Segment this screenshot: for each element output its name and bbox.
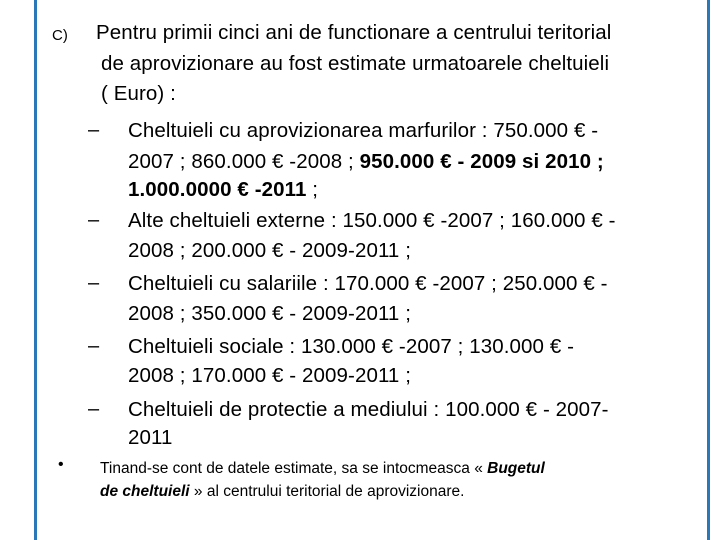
task-line-1-normal: Tinand-se cont de datele estimate, sa se intocmeasca «: [100, 460, 488, 477]
item-1-line-3-bold: 1.000.0000 € -2011: [128, 178, 307, 201]
intro-line-1: Pentru primii cinci ani de functionare a centrului teritorial: [96, 21, 612, 44]
list-dash: –: [88, 272, 100, 294]
list-dash: –: [88, 209, 100, 231]
item-1-line-2: [128, 150, 604, 174]
item-3-line-1: Cheltuieli cu salariile : 170.000 € -2007 ; 250.000 € -: [128, 272, 608, 295]
item-5-line-1: Cheltuieli de protectie a mediului : 100.000 € - 2007-: [128, 398, 609, 421]
item-2-line-1: Alte cheltuieli externe : 150.000 € -2007 ; 160.000 € -: [128, 209, 616, 232]
item-4-line-2: 2008 ; 170.000 € - 2009-2011 ;: [128, 364, 412, 387]
task-line-1-emphasis: Bugetul: [487, 460, 545, 477]
task-bullet: •: [58, 456, 64, 473]
intro-line-3: ( Euro) :: [101, 82, 176, 105]
task-line-2-normal: » al centrului teritorial de aprovizionare.: [189, 483, 465, 500]
list-dash: –: [88, 398, 100, 420]
list-dash: –: [88, 335, 100, 357]
task-line-2-emphasis: de cheltuieli: [100, 483, 190, 500]
task-line-1: [100, 458, 545, 480]
item-1-line-2-bold: 950.000 € - 2009 si 2010 ;: [359, 150, 604, 173]
item-5-line-2: 2011: [128, 426, 173, 449]
section-marker: C): [52, 27, 68, 44]
item-1-line-3-normal: ;: [306, 178, 319, 201]
item-1-line-1: Cheltuieli cu aprovizionarea marfurilor : 750.000 € -: [128, 119, 599, 142]
item-2-line-2: 2008 ; 200.000 € - 2009-2011 ;: [128, 239, 412, 262]
intro-line-2: de aprovizionare au fost estimate urmatoarele cheltuieli: [101, 52, 610, 75]
item-1-line-2-normal: 2007 ; 860.000 € -2008 ;: [128, 150, 360, 173]
item-1-line-3: [128, 178, 318, 202]
list-dash: –: [88, 119, 100, 141]
task-line-2: [100, 481, 464, 503]
item-4-line-1: Cheltuieli sociale : 130.000 € -2007 ; 130.000 € -: [128, 335, 575, 358]
item-3-line-2: 2008 ; 350.000 € - 2009-2011 ;: [128, 302, 412, 325]
